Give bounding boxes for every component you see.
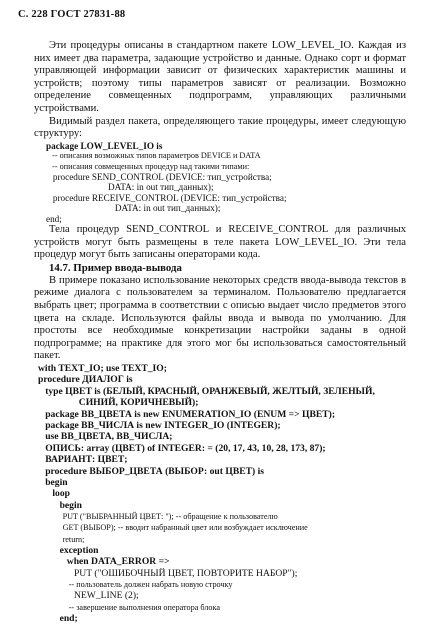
code-line: procedure ДИАЛОГ is: [38, 374, 133, 386]
code-line: package LOW_LEVEL_IO is: [46, 140, 163, 151]
paragraph-1: Эти процедуры описаны в стандартном пакете LOW_LEVEL_IO. Каждая из них имеет два параметра, задающие устройство и данные. Однако сорт и формат управляющей информации зависит от физических характеристик машины и устройств; поэтому типы параметров зависят от реализации. Возможно определение совмещенных подпрограмм, управляющих различными устройствами.: [34, 40, 406, 114]
code-line: loop: [38, 488, 70, 500]
code-line: -- пользователь должен набрать новую строчку: [38, 580, 233, 590]
code-line: begin: [38, 499, 82, 511]
code-line: procedure ВЫБОР_ЦВЕТА (ВЫБОР: out ЦВЕТ) is: [38, 465, 265, 477]
section-heading: 14.7. Пример ввода-вывода: [49, 261, 182, 274]
code-line: PUT ("ОШИБОЧНЫЙ ЦВЕТ, ПОВТОРИТЕ НАБОР");: [38, 567, 298, 579]
code-line: package ВВ_ЦВЕТА is new ENUMERATION_IO (ENUM => ЦВЕТ);: [38, 408, 336, 420]
code-line: -- описания возможных типов параметров DEVICE и DATA: [46, 151, 261, 161]
code-line: DATA: in out тип_данных);: [46, 182, 214, 193]
code-block-1: [46, 141, 406, 224]
code-line: -- завершение выполнения оператора блока: [38, 602, 221, 612]
code-block-2: [38, 363, 406, 624]
code-line: return;: [38, 534, 85, 544]
body-text: [34, 40, 406, 624]
code-line: DATA: in out тип_данных);: [46, 203, 221, 214]
code-line: package ВВ_ЧИСЛА is new INTEGER_IO (INTEGER);: [38, 419, 281, 431]
code-line: ВАРИАНТ: ЦВЕТ;: [38, 454, 128, 466]
code-line: use ВВ_ЦВЕТА, ВВ_ЧИСЛА;: [38, 431, 173, 443]
code-line: procedure RECEIVE_CONTROL (DEVICE: тип_устройства;: [46, 192, 287, 203]
paragraph-4: В примере показано использование некоторых средств ввода-вывода текстов в режиме диалога с пользователем за терминалом. Пользователю предлагается выбрать цвет; программа в соответствии с описью выдает число предметов этого цвета на складе. Используются файлы ввода и вывода по умолчанию. Для простоты все необходимые конкретизации настройки заданы в одной подпрограмме; на практике для этого мог бы использоваться самостоятельный пакет.: [34, 274, 406, 362]
page-header: С. 228 ГОСТ 27831-88: [18, 9, 126, 20]
code-line: when DATA_ERROR =>: [38, 556, 170, 568]
code-line: ОПИСЬ: array (ЦВЕТ) of INTEGER: = (20, 17, 43, 10, 28, 173, 87);: [38, 442, 326, 454]
code-line: with TEXT_IO; use TEXT_IO;: [38, 362, 167, 374]
code-line: begin: [38, 477, 68, 488]
code-line: type ЦВЕТ is (БЕЛЫЙ, КРАСНЫЙ, ОРАНЖЕВЫЙ, ЖЕЛТЫЙ, ЗЕЛЕНЫЙ,: [38, 385, 375, 397]
code-line: NEW_LINE (2);: [38, 590, 139, 602]
paragraph-2: Видимый раздел пакета, определяющего такие процедуры, имеет следующую структуру:: [34, 115, 406, 140]
code-line: СИНИЙ, КОРИЧНЕВЫЙ);: [38, 397, 199, 409]
code-line: exception: [38, 544, 99, 556]
code-line: PUT ("ВЫБРАННЫЙ ЦВЕТ: "); -- обращение к пользователю: [38, 512, 278, 522]
code-line: -- описания совмещенных процедур над такими типами:: [46, 161, 250, 171]
paragraph-3: Тела процедур SEND_CONTROL и RECEIVE_CONTROL для различных устройств могут быть размещены в теле пакета LOW_LEVEL_IO. Эти тела процедур могут быть записаны операторами кода.: [34, 224, 406, 261]
code-line: procedure SEND_CONTROL (DEVICE: тип_устройства;: [46, 171, 272, 182]
code-line: GET (ВЫБОР); -- вводит набранный цвет или возбуждает исключение: [38, 523, 308, 533]
code-line: end;: [46, 213, 62, 224]
code-line: end;: [38, 612, 78, 624]
